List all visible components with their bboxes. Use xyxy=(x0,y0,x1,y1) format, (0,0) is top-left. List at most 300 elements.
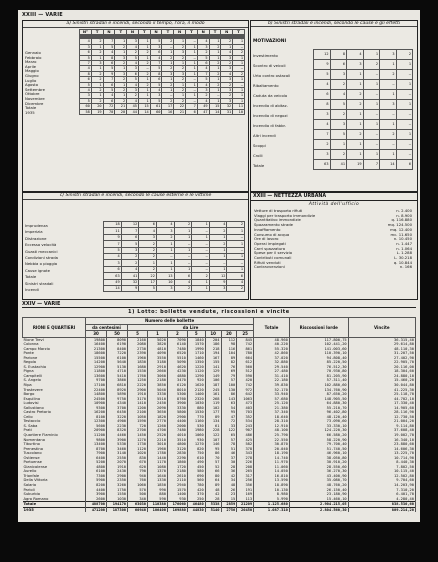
cell: 1450 xyxy=(128,433,148,438)
cell: 6 xyxy=(139,222,157,228)
cell: 8 xyxy=(103,55,115,60)
price-col-header: 2 xyxy=(167,331,187,338)
cell: 2 xyxy=(162,66,174,71)
cell: 5 xyxy=(330,100,347,110)
cell: 5 xyxy=(150,39,162,44)
cell: 169880 xyxy=(167,507,187,512)
cell: 2180 xyxy=(147,378,167,383)
cell: 149 xyxy=(205,374,221,379)
cell: 403 xyxy=(237,406,254,411)
cell: 20.040 xyxy=(254,447,290,452)
cell: 13600 xyxy=(86,374,107,379)
cell: 17 xyxy=(162,104,174,109)
price-group-a: da centesimi xyxy=(86,324,128,331)
cell: 3260 xyxy=(107,483,128,488)
cell: 352 xyxy=(237,415,254,420)
rione-name: Parioli xyxy=(23,488,86,493)
cell: 194170 xyxy=(107,502,128,508)
table-row xyxy=(314,150,413,160)
cell: 10.130 xyxy=(254,488,290,493)
cell: 1720 xyxy=(167,465,187,470)
cell: 13 xyxy=(156,273,174,279)
cell: 1 xyxy=(174,82,186,87)
cell: 2080 xyxy=(128,342,148,347)
cell: 3900 xyxy=(86,492,107,497)
cell: 5600 xyxy=(86,424,107,429)
cell: 49 xyxy=(104,279,122,285)
row-label: Condizioni strada xyxy=(25,255,58,261)
cell: 13.225,70 xyxy=(348,451,415,456)
cell: 5 xyxy=(314,70,331,80)
list-item xyxy=(254,265,412,270)
cell: 8 xyxy=(330,50,347,60)
item-unit: q. xyxy=(391,217,397,223)
cell: 4400 xyxy=(86,488,107,493)
cell: 620 xyxy=(128,465,148,470)
cell: 6100 xyxy=(86,469,107,474)
cell: 47 xyxy=(197,109,209,114)
cell: 113 xyxy=(237,497,254,502)
rione-name: Esquilino xyxy=(23,397,86,402)
cell: 340 xyxy=(128,497,148,502)
rione-name: Regola xyxy=(23,360,86,365)
cell: 16.810 xyxy=(254,474,290,479)
cell: 6120 xyxy=(167,383,187,388)
item-amount: 30.218 xyxy=(398,255,412,261)
cell: 2350 xyxy=(107,478,128,483)
cell: 2000 xyxy=(167,424,187,429)
cell: 582 xyxy=(237,442,254,447)
cell: 2 xyxy=(162,39,174,44)
cell: 11800 xyxy=(86,369,107,374)
cell: 2 xyxy=(115,98,127,103)
cell: 1640 xyxy=(147,474,167,479)
cell: 2 xyxy=(209,82,221,87)
cell: 86 xyxy=(205,451,221,456)
cell: 12.730,50 xyxy=(348,415,415,420)
cell: 18.640 xyxy=(254,415,290,420)
cell: 16400 xyxy=(86,342,107,347)
cell: 22 xyxy=(174,104,186,109)
cell: 1 xyxy=(347,150,364,160)
cell: 256 xyxy=(237,478,254,483)
price-col-header: 5 xyxy=(187,331,205,338)
cell: 1 xyxy=(209,50,221,55)
cell: 16200 xyxy=(86,410,107,415)
row-label: Totale xyxy=(23,502,86,508)
cell: 370 xyxy=(187,492,205,497)
price-col-header: 30 xyxy=(86,331,107,338)
cell: 2 xyxy=(139,241,157,247)
cell: — xyxy=(363,110,380,120)
rione-name: Celio xyxy=(23,415,86,420)
cell: 1 xyxy=(227,241,245,247)
rione-name: Castro Pretorio xyxy=(23,410,86,415)
cell: 1760 xyxy=(128,374,148,379)
cell: 1 xyxy=(380,90,397,100)
cell: 642 xyxy=(237,392,254,397)
cell: 2 xyxy=(174,222,192,228)
cell: 9 xyxy=(314,60,331,70)
cell: 2 xyxy=(396,50,413,60)
cell: 18600 xyxy=(86,351,107,356)
cell: 143 xyxy=(221,397,237,402)
cell: 28 xyxy=(205,497,221,502)
cell: 12300 xyxy=(86,419,107,424)
cell: 790 xyxy=(128,469,148,474)
cell: — xyxy=(192,228,210,234)
cell: 1 xyxy=(186,50,198,55)
cell: 2 xyxy=(209,61,221,66)
col-header: N xyxy=(103,30,115,35)
price-col-header: 5 xyxy=(128,331,148,338)
col-header: T xyxy=(138,30,150,35)
cell: 750 xyxy=(187,451,205,456)
cell: 2 xyxy=(91,88,103,93)
cell: — xyxy=(192,241,210,247)
cell: 278 xyxy=(237,456,254,461)
rione-name: Gianicolense xyxy=(23,465,86,470)
cell: 1530 xyxy=(128,369,148,374)
item-unit: n. xyxy=(396,245,402,251)
cell: 6 xyxy=(121,234,139,240)
col-header: N xyxy=(221,30,233,35)
cell: 4 xyxy=(139,228,157,234)
cell: 70 xyxy=(103,109,115,114)
cell: 66 xyxy=(205,469,221,474)
cell: 1270 xyxy=(128,438,148,443)
cell: 40.220 xyxy=(254,342,290,347)
cell: 2120 xyxy=(187,388,205,393)
cell: 8 xyxy=(80,71,92,76)
cell: 7 xyxy=(314,130,331,140)
cell: 22.905,70 xyxy=(348,360,415,365)
col-header: T xyxy=(91,30,103,35)
cell: 530 xyxy=(187,424,205,429)
rione-name: Ostiense xyxy=(23,456,86,461)
cell: 1 xyxy=(91,82,103,87)
cell: — xyxy=(174,253,192,259)
cell: 1 xyxy=(233,93,245,98)
cell: 2 xyxy=(174,77,186,82)
cell: — xyxy=(138,66,150,71)
cell: 112 xyxy=(221,337,237,342)
cell: 5020 xyxy=(147,337,167,342)
cell: 5300 xyxy=(167,392,187,397)
cell: 76 xyxy=(221,365,237,370)
cell: 122 xyxy=(205,433,221,438)
cell: 29.614,80 xyxy=(348,342,415,347)
cell: 48.960 xyxy=(254,337,290,342)
cell: — xyxy=(396,140,413,150)
row-label: Incendio di fabbr. xyxy=(253,123,286,128)
cell: 1060 xyxy=(128,483,148,488)
cell: 7480 xyxy=(167,347,187,352)
cell: 4880 xyxy=(167,374,187,379)
cell: 79.700,40 xyxy=(289,442,348,447)
cell: 2940 xyxy=(167,483,187,488)
cell: 4 xyxy=(127,61,139,66)
cell: 3 xyxy=(115,55,127,60)
cell: 10 xyxy=(233,109,245,114)
cell: 27.402,90 xyxy=(348,356,415,361)
cell: 3860 xyxy=(107,378,128,383)
cell: 1910 xyxy=(128,392,148,397)
rione-name: Suburbio xyxy=(23,492,86,497)
cell: 177 xyxy=(205,410,221,415)
cell: 2.904.215,05 xyxy=(289,502,348,508)
row-label: Dicembre xyxy=(25,100,44,106)
table-row xyxy=(314,60,413,70)
cell: 8700 xyxy=(86,447,107,452)
cell: 2600 xyxy=(86,497,107,502)
cell: 990 xyxy=(147,488,167,493)
cell: — xyxy=(186,39,198,44)
cell: — xyxy=(233,44,245,49)
cell: 5200 xyxy=(86,460,107,465)
cell: 66.580,20 xyxy=(289,433,348,438)
table-row xyxy=(314,50,413,60)
cell: 15500 xyxy=(86,356,107,361)
cell: 2160 xyxy=(128,337,148,342)
cell: 13.590 xyxy=(254,478,290,483)
cell: 8090 xyxy=(107,337,128,342)
cell: 20.116,00 xyxy=(348,365,415,370)
cell: 2 xyxy=(115,61,127,66)
cell: 98 xyxy=(221,342,237,347)
cell: 1990 xyxy=(187,347,205,352)
cell: 12 xyxy=(209,273,227,279)
cell: 2910 xyxy=(147,365,167,370)
cell: 14.740 xyxy=(254,456,290,461)
cell: 4 xyxy=(127,82,139,87)
cell: 3 xyxy=(80,44,92,49)
cell: 5 xyxy=(121,241,139,247)
cell: 37.340 xyxy=(254,410,290,415)
table-row xyxy=(314,120,413,130)
cell: 6 xyxy=(186,109,198,114)
cell: 1620 xyxy=(187,383,205,388)
cell: 2830 xyxy=(167,451,187,456)
cell: 82 xyxy=(221,360,237,365)
cell: 4 xyxy=(80,88,92,93)
cell: 1 xyxy=(209,88,221,93)
cell: 4 xyxy=(121,266,139,272)
cell: 7090 xyxy=(167,337,187,342)
cell: 28 xyxy=(221,465,237,470)
cell: — xyxy=(380,110,397,120)
cell: 2090 xyxy=(147,406,167,411)
cell: 55.320 xyxy=(254,347,290,352)
cell: 4 xyxy=(197,82,209,87)
table-row xyxy=(104,285,245,291)
cell: 3 xyxy=(347,60,364,70)
rione-name: Della Vittoria xyxy=(23,478,86,483)
cell: 6 xyxy=(314,90,331,100)
cell: — xyxy=(192,266,210,272)
cell: 1 xyxy=(91,44,103,49)
cell: 4 xyxy=(103,93,115,98)
cell: 1 xyxy=(209,39,221,44)
cell: 2 xyxy=(115,88,127,93)
table-row xyxy=(314,160,413,170)
cell: 1 xyxy=(186,71,198,76)
cell: 6520 xyxy=(167,351,187,356)
cell: 3 xyxy=(156,228,174,234)
cell: 2 xyxy=(330,110,347,120)
cell: 1030 xyxy=(187,401,205,406)
cell: 2 xyxy=(174,285,192,291)
cell: 14.606,30 xyxy=(348,447,415,452)
cell: 1 xyxy=(347,110,364,120)
cell: 3510 xyxy=(167,438,187,443)
cell: 57.680 xyxy=(254,397,290,402)
cell: 1 xyxy=(363,50,380,60)
cell: 72 xyxy=(103,104,115,109)
cell: 89 xyxy=(221,356,237,361)
cell: 2 xyxy=(197,93,209,98)
cell: 29.540 xyxy=(254,365,290,370)
cell: 1270 xyxy=(187,442,205,447)
statistical-page xyxy=(18,10,420,522)
row-label: Distrazione xyxy=(25,235,47,241)
cell: 3 xyxy=(150,93,162,98)
cell: 4700 xyxy=(147,428,167,433)
cell: 5 xyxy=(103,88,115,93)
cell: 11 xyxy=(104,228,122,234)
cell: 24.880,10 xyxy=(348,374,415,379)
panel-a-title: a) Sinistri stradali e incendi, secondo il tempo, l'ora, il modo xyxy=(23,21,248,28)
cell: 2 xyxy=(227,222,245,228)
cell: 250 xyxy=(187,497,205,502)
cell: 2520 xyxy=(147,433,167,438)
item-amount: 2.400 xyxy=(401,208,412,213)
rione-name: Testaccio xyxy=(23,419,86,424)
cell: 9750 xyxy=(107,397,128,402)
cell: 41 xyxy=(121,273,139,279)
cell: 57 xyxy=(205,460,221,465)
cell: 48.120,40 xyxy=(289,415,348,420)
cell: 2 xyxy=(209,71,221,76)
cell: 5 xyxy=(80,82,92,87)
cell: 1 xyxy=(221,44,233,49)
cell: 65 xyxy=(221,433,237,438)
cell: 7 xyxy=(104,241,122,247)
cell: 2 xyxy=(233,71,245,76)
cell: 4340 xyxy=(107,401,128,406)
price-col-header: 50 xyxy=(107,331,128,338)
cell: 7 xyxy=(150,61,162,66)
cell: 141.003,60 xyxy=(289,347,348,352)
cell: 44 xyxy=(127,109,139,114)
cell: 3700 xyxy=(107,406,128,411)
cell: 4 xyxy=(209,222,227,228)
cell: 228 xyxy=(205,428,221,433)
cell: 5130 xyxy=(107,365,128,370)
cell: — xyxy=(396,90,413,100)
cell: 2900 xyxy=(107,474,128,479)
cell: 1 xyxy=(162,61,174,66)
cell: — xyxy=(209,260,227,266)
cell: 4620 xyxy=(167,365,187,370)
rione-name: Campitelli xyxy=(23,374,86,379)
cell: 14 xyxy=(104,285,122,291)
cell: 3 xyxy=(127,88,139,93)
lotto-rule xyxy=(22,307,416,308)
item-unit: n. xyxy=(396,240,402,246)
row-label: Agosto xyxy=(25,82,39,88)
cell: 129 xyxy=(205,369,221,374)
cell: 930 xyxy=(167,497,187,502)
cell: 5 xyxy=(103,44,115,49)
row-label: Cause ignote xyxy=(25,267,50,273)
cell: 22 xyxy=(139,273,157,279)
cell: 4.280,40 xyxy=(348,497,415,502)
cell: 2 xyxy=(162,82,174,87)
item-label: Vetture di trasporto rifiuti xyxy=(254,208,303,213)
cell: — xyxy=(396,120,413,130)
cell: 1840 xyxy=(187,337,205,342)
cell: 2 xyxy=(139,253,157,259)
table-row xyxy=(80,109,245,114)
cell: 9.114,80 xyxy=(348,424,415,429)
cell: 21300 xyxy=(86,347,107,352)
cell: 6 xyxy=(396,160,413,170)
cell: 3 xyxy=(197,44,209,49)
cell: 81.205,90 xyxy=(289,374,348,379)
cell: 6 xyxy=(227,273,245,279)
cell: 7900 xyxy=(86,451,107,456)
cell: 1 xyxy=(91,66,103,71)
cell: 1060 xyxy=(187,433,205,438)
cell: 102.441,20 xyxy=(289,342,348,347)
cell: 1 xyxy=(174,93,186,98)
cell: 3010 xyxy=(147,442,167,447)
cell: 4 xyxy=(221,50,233,55)
cell: 110.390,10 xyxy=(289,351,348,356)
table-row xyxy=(314,100,413,110)
row-label: Imperizia xyxy=(25,229,43,235)
cell: 809.214,20 xyxy=(348,507,415,512)
cell: 1250 xyxy=(128,378,148,383)
cell: 1 xyxy=(186,66,198,71)
item-label: Contributi comunali xyxy=(254,255,292,261)
cell: 15 xyxy=(138,104,150,109)
col-header: T xyxy=(162,30,174,35)
cell: 1 xyxy=(233,61,245,66)
cell: 41 xyxy=(330,160,347,170)
cell: 3 xyxy=(380,50,397,60)
cell: 3 xyxy=(174,71,186,76)
cell: 1910 xyxy=(107,465,128,470)
cell: 3 xyxy=(330,70,347,80)
cell: 6.401,70 xyxy=(348,492,415,497)
cell: 96.402,80 xyxy=(289,410,348,415)
cell: — xyxy=(233,66,245,71)
cell: 1 xyxy=(91,55,103,60)
cell: 1 xyxy=(209,247,227,253)
cell: 670 xyxy=(128,460,148,465)
item-unit: n. xyxy=(393,236,399,242)
cell: 4 xyxy=(221,71,233,76)
cell: 30.870 xyxy=(254,442,290,447)
cell: 838.530,60 xyxy=(348,502,415,508)
cell: 4 xyxy=(330,90,347,100)
cell: 8010 xyxy=(167,388,187,393)
cell: 5 xyxy=(150,98,162,103)
cell: 25.790 xyxy=(254,433,290,438)
cell: 19800 xyxy=(86,337,107,342)
